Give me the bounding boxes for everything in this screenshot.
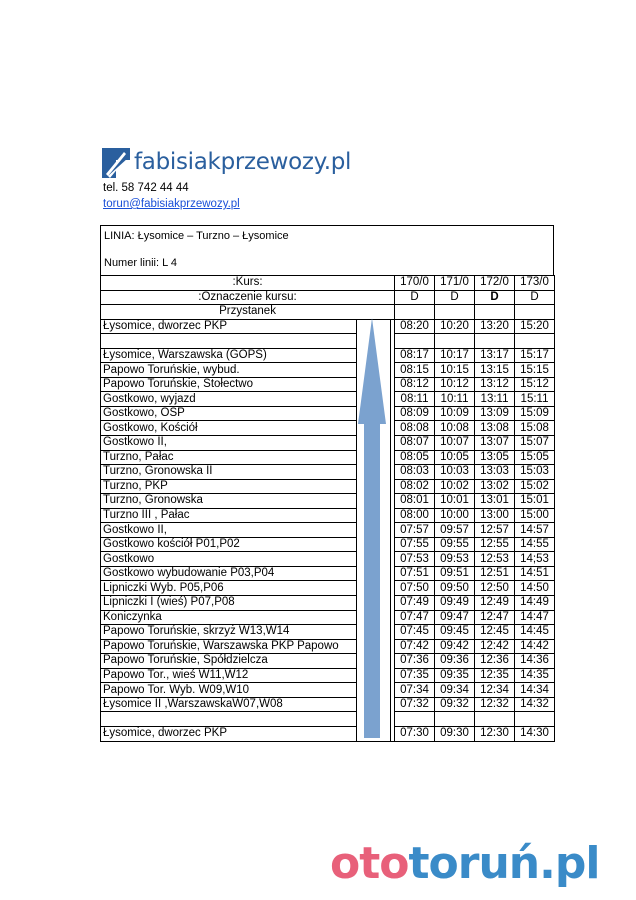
departure-time: 08:03 [395, 465, 435, 480]
course-number: 173/0 [515, 276, 555, 291]
table-row [101, 726, 555, 741]
departure-time: 10:08 [435, 421, 475, 436]
table-row [101, 494, 555, 509]
departure-time: 14:42 [515, 639, 555, 654]
departure-time: 12:57 [475, 523, 515, 538]
departure-time: 09:34 [435, 683, 475, 698]
stop-name: Papowo Toruńskie, wybud. [101, 363, 357, 378]
departure-time: 10:02 [435, 479, 475, 494]
table-row [101, 552, 555, 567]
kurs-row [101, 276, 555, 291]
stop-name: Papowo Toruńskie, Spółdzielcza [101, 654, 357, 669]
course-number: 171/0 [435, 276, 475, 291]
departure-time: 15:08 [515, 421, 555, 436]
przystanek-row [101, 305, 555, 320]
table-row [101, 334, 555, 349]
stop-name [101, 712, 357, 727]
contact-block [103, 180, 240, 212]
departure-time: 14:30 [515, 726, 555, 741]
stop-name: Turzno III , Pałac [101, 508, 357, 523]
watermark-part-oto: oto [330, 838, 409, 889]
departure-time [515, 334, 555, 349]
departure-time: 09:57 [435, 523, 475, 538]
company-logo [100, 142, 351, 182]
departure-time: 14:45 [515, 625, 555, 640]
stop-name: Łysomice, dworzec PKP [101, 319, 357, 334]
departure-time: 07:35 [395, 668, 435, 683]
table-row [101, 537, 555, 552]
departure-time: 14:57 [515, 523, 555, 538]
departure-time: 10:07 [435, 436, 475, 451]
departure-time: 07:55 [395, 537, 435, 552]
departure-time [435, 334, 475, 349]
departure-time: 08:15 [395, 363, 435, 378]
departure-time: 08:01 [395, 494, 435, 509]
table-row [101, 668, 555, 683]
stop-name: Papowo Toruńskie, Stołectwo [101, 377, 357, 392]
departure-time: 12:51 [475, 566, 515, 581]
departure-time: 08:09 [395, 406, 435, 421]
departure-time: 07:32 [395, 697, 435, 712]
table-row [101, 596, 555, 611]
departure-time: 13:09 [475, 406, 515, 421]
stop-name: Gostkowo, OSP [101, 406, 357, 421]
departure-time [475, 334, 515, 349]
departure-time: 10:12 [435, 377, 475, 392]
departure-time: 14:50 [515, 581, 555, 596]
departure-time: 09:49 [435, 596, 475, 611]
departure-time: 13:12 [475, 377, 515, 392]
course-marking: D [395, 290, 435, 305]
departure-time: 10:01 [435, 494, 475, 509]
departure-time: 10:11 [435, 392, 475, 407]
departure-time: 12:50 [475, 581, 515, 596]
departure-time: 07:34 [395, 683, 435, 698]
departure-time: 13:05 [475, 450, 515, 465]
course-number: 172/0 [475, 276, 515, 291]
departure-time [475, 712, 515, 727]
table-row [101, 712, 555, 727]
table-row [101, 319, 555, 334]
stop-name: Lipniczki I (wieś) P07,P08 [101, 596, 357, 611]
departure-time: 07:42 [395, 639, 435, 654]
departure-time: 08:00 [395, 508, 435, 523]
departure-time: 08:17 [395, 348, 435, 363]
departure-time: 13:11 [475, 392, 515, 407]
stop-name: Gostkowo II, [101, 436, 357, 451]
table-row [101, 566, 555, 581]
departure-time: 07:57 [395, 523, 435, 538]
departure-time: 10:09 [435, 406, 475, 421]
departure-time: 09:45 [435, 625, 475, 640]
departure-time: 09:35 [435, 668, 475, 683]
table-row [101, 508, 555, 523]
departure-time: 14:47 [515, 610, 555, 625]
stop-name: Papowo Toruńskie, Warszawska PKP Papowo [101, 639, 357, 654]
line-info-box [100, 225, 554, 275]
stop-name: Turzno, Gronowska II [101, 465, 357, 480]
departure-time: 12:42 [475, 639, 515, 654]
departure-time: 08:07 [395, 436, 435, 451]
departure-time: 09:32 [435, 697, 475, 712]
course-marking: D [435, 290, 475, 305]
stop-name: Turzno, PKP [101, 479, 357, 494]
timetable [100, 275, 555, 742]
departure-time [435, 712, 475, 727]
departure-time: 15:00 [515, 508, 555, 523]
departure-time: 07:53 [395, 552, 435, 567]
stop-name: Papowo Toruńskie, skrzyż W13,W14 [101, 625, 357, 640]
stop-name: Turzno, Pałac [101, 450, 357, 465]
departure-time: 08:02 [395, 479, 435, 494]
departure-time: 08:05 [395, 450, 435, 465]
table-row [101, 363, 555, 378]
departure-time: 07:47 [395, 610, 435, 625]
ototorun-watermark [330, 838, 599, 889]
departure-time: 08:20 [395, 319, 435, 334]
departure-time: 07:50 [395, 581, 435, 596]
stop-name [101, 334, 357, 349]
departure-time: 12:34 [475, 683, 515, 698]
departure-time: 15:11 [515, 392, 555, 407]
departure-time: 07:30 [395, 726, 435, 741]
table-row [101, 392, 555, 407]
departure-time [395, 334, 435, 349]
stop-name: Gostkowo wybudowanie P03,P04 [101, 566, 357, 581]
departure-time: 12:32 [475, 697, 515, 712]
departure-time: 10:20 [435, 319, 475, 334]
departure-time: 15:15 [515, 363, 555, 378]
table-row [101, 697, 555, 712]
departure-time: 15:12 [515, 377, 555, 392]
departure-time: 10:15 [435, 363, 475, 378]
table-row [101, 523, 555, 538]
table-row [101, 479, 555, 494]
departure-time: 10:17 [435, 348, 475, 363]
departure-time: 12:35 [475, 668, 515, 683]
departure-time: 15:03 [515, 465, 555, 480]
departure-time: 08:12 [395, 377, 435, 392]
table-row [101, 377, 555, 392]
departure-time: 14:51 [515, 566, 555, 581]
departure-time: 09:53 [435, 552, 475, 567]
departure-time: 15:05 [515, 450, 555, 465]
departure-time: 12:36 [475, 654, 515, 669]
stop-name: Łysomice, Warszawska (GOPS) [101, 348, 357, 363]
table-row [101, 639, 555, 654]
departure-time: 15:20 [515, 319, 555, 334]
line-number: Numer linii: L 4 [104, 257, 177, 269]
stop-name: Gostkowo, wyjazd [101, 392, 357, 407]
departure-time: 09:42 [435, 639, 475, 654]
stop-name: Gostkowo [101, 552, 357, 567]
table-row [101, 625, 555, 640]
departure-time: 09:50 [435, 581, 475, 596]
departure-time: 13:00 [475, 508, 515, 523]
departure-time: 14:36 [515, 654, 555, 669]
table-row [101, 421, 555, 436]
departure-time: 09:30 [435, 726, 475, 741]
table-row [101, 581, 555, 596]
table-row [101, 465, 555, 480]
direction-up-arrow-icon [358, 318, 386, 738]
logo-arrow-icon [100, 144, 132, 180]
table-row [101, 610, 555, 625]
departure-time: 14:32 [515, 697, 555, 712]
stop-name: Gostkowo kościół P01,P02 [101, 537, 357, 552]
departure-time: 10:00 [435, 508, 475, 523]
departure-time: 14:34 [515, 683, 555, 698]
departure-time: 14:55 [515, 537, 555, 552]
departure-time: 09:55 [435, 537, 475, 552]
departure-time: 07:49 [395, 596, 435, 611]
departure-time [395, 712, 435, 727]
departure-time: 15:01 [515, 494, 555, 509]
table-row [101, 683, 555, 698]
departure-time: 12:47 [475, 610, 515, 625]
course-marking: D [515, 290, 555, 305]
course-marking: D [475, 290, 515, 305]
departure-time: 15:07 [515, 436, 555, 451]
departure-time: 13:08 [475, 421, 515, 436]
oznaczenie-row [101, 290, 555, 305]
table-row [101, 654, 555, 669]
departure-time: 07:45 [395, 625, 435, 640]
stop-name: Gostkowo II, [101, 523, 357, 538]
departure-time: 09:36 [435, 654, 475, 669]
departure-time: 10:05 [435, 450, 475, 465]
departure-time: 14;53 [515, 552, 555, 567]
table-row [101, 406, 555, 421]
email-link[interactable]: torun@fabisiakprzewozy.pl [103, 198, 240, 210]
stop-name: Lipniczki Wyb. P05,P06 [101, 581, 357, 596]
departure-time: 13:17 [475, 348, 515, 363]
departure-time: 12:49 [475, 596, 515, 611]
departure-time: 12:55 [475, 537, 515, 552]
departure-time: 14:35 [515, 668, 555, 683]
table-row [101, 348, 555, 363]
line-label: LINIA: Łysomice – Turzno – Łysomice [104, 230, 289, 242]
departure-time: 13:07 [475, 436, 515, 451]
stop-name: Łysomice, dworzec PKP [101, 726, 357, 741]
table-row [101, 450, 555, 465]
departure-time: 15:17 [515, 348, 555, 363]
departure-time: 07:36 [395, 654, 435, 669]
table-row [101, 436, 555, 451]
watermark-part-torun: toruń.pl [408, 838, 600, 889]
departure-time: 13:03 [475, 465, 515, 480]
departure-time [515, 712, 555, 727]
stop-name: Łysomice II ,WarszawskaW07,W08 [101, 697, 357, 712]
departure-time: 12:53 [475, 552, 515, 567]
departure-time: 15:09 [515, 406, 555, 421]
departure-time: 09:51 [435, 566, 475, 581]
departure-time: 12:45 [475, 625, 515, 640]
departure-time: 13:02 [475, 479, 515, 494]
departure-time: 15:02 [515, 479, 555, 494]
logo-text: fabisiakprzewozy.pl [134, 149, 352, 175]
departure-time: 09:47 [435, 610, 475, 625]
departure-time: 12:30 [475, 726, 515, 741]
departure-time: 14:49 [515, 596, 555, 611]
kurs-label: :Kurs: [101, 276, 395, 291]
departure-time: 13:15 [475, 363, 515, 378]
stop-name: Gostkowo, Kościół [101, 421, 357, 436]
departure-time: 13:20 [475, 319, 515, 334]
departure-time: 13:01 [475, 494, 515, 509]
stop-name: Papowo Tor. Wyb. W09,W10 [101, 683, 357, 698]
stop-name: Koniczynka [101, 610, 357, 625]
stop-name: Papowo Tor., wieś W11,W12 [101, 668, 357, 683]
departure-time: 08:08 [395, 421, 435, 436]
phone-number: tel. 58 742 44 44 [103, 182, 189, 194]
oznaczenie-label: :Oznaczenie kursu: [101, 290, 395, 305]
course-number: 170/0 [395, 276, 435, 291]
departure-time: 08:11 [395, 392, 435, 407]
stop-name: Turzno, Gronowska [101, 494, 357, 509]
departure-time: 07:51 [395, 566, 435, 581]
przystanek-label: Przystanek [101, 305, 395, 320]
departure-time: 10:03 [435, 465, 475, 480]
